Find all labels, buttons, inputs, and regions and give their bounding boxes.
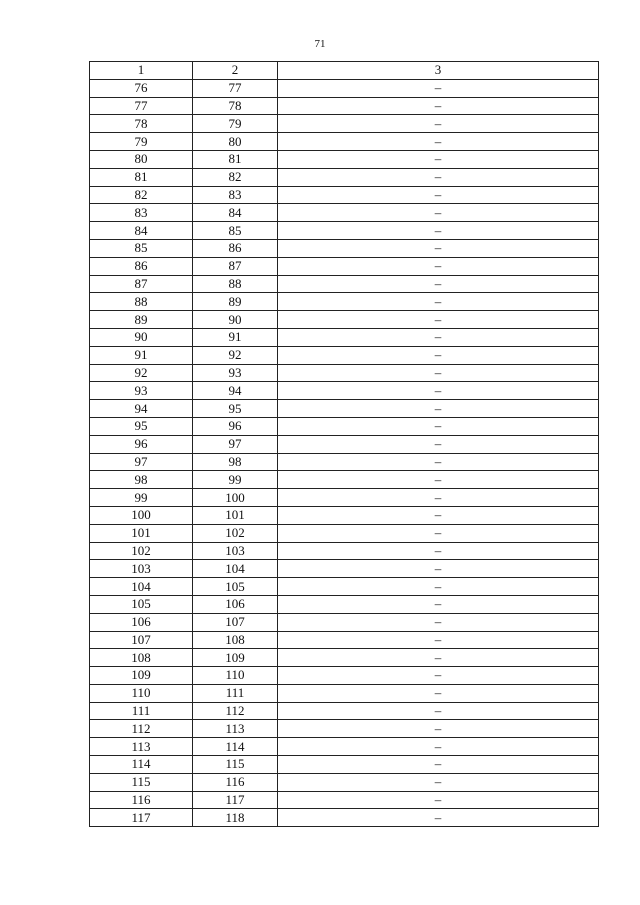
table-cell: 98 [193, 453, 278, 471]
table-cell: – [278, 471, 599, 489]
table-cell: 76 [90, 79, 193, 97]
table-cell: 104 [90, 578, 193, 596]
table-cell: 83 [193, 186, 278, 204]
table-cell: – [278, 809, 599, 827]
table-cell: – [278, 773, 599, 791]
table-cell: 96 [90, 435, 193, 453]
table-cell: – [278, 150, 599, 168]
table-cell: 86 [193, 239, 278, 257]
table-cell: 94 [193, 382, 278, 400]
table-cell: 114 [193, 738, 278, 756]
table-cell: 116 [193, 773, 278, 791]
table-cell: – [278, 756, 599, 774]
table-cell: – [278, 542, 599, 560]
table-row [90, 738, 599, 756]
table-cell: 117 [193, 791, 278, 809]
table-row [90, 720, 599, 738]
table-cell: – [278, 133, 599, 151]
table-cell: – [278, 79, 599, 97]
table-cell: 109 [90, 667, 193, 685]
table-cell: – [278, 204, 599, 222]
table-cell: 110 [90, 684, 193, 702]
table-cell: 97 [193, 435, 278, 453]
table-cell: – [278, 186, 599, 204]
table-cell: 111 [90, 702, 193, 720]
table-cell: 108 [90, 649, 193, 667]
table-row [90, 417, 599, 435]
table-cell: 77 [90, 97, 193, 115]
table-cell: 112 [90, 720, 193, 738]
table-cell: 116 [90, 791, 193, 809]
table-cell: – [278, 364, 599, 382]
table-cell: 102 [193, 524, 278, 542]
table-cell: – [278, 382, 599, 400]
table-row [90, 400, 599, 418]
table-row [90, 578, 599, 596]
table-cell: 87 [90, 275, 193, 293]
column-header: 3 [278, 62, 599, 80]
table-row [90, 186, 599, 204]
table-cell: 95 [193, 400, 278, 418]
table-cell: – [278, 489, 599, 507]
table-row [90, 506, 599, 524]
column-header: 2 [193, 62, 278, 80]
table-cell: 118 [193, 809, 278, 827]
table-cell: 89 [90, 311, 193, 329]
table-cell: 96 [193, 417, 278, 435]
table-cell: 117 [90, 809, 193, 827]
table-row [90, 115, 599, 133]
table-cell: – [278, 275, 599, 293]
table-cell: – [278, 400, 599, 418]
table-cell: 99 [193, 471, 278, 489]
table-cell: 105 [90, 595, 193, 613]
table-body [90, 79, 599, 826]
table-cell: – [278, 631, 599, 649]
table-row [90, 542, 599, 560]
table-cell: 80 [90, 150, 193, 168]
table-cell: – [278, 506, 599, 524]
table-row [90, 649, 599, 667]
data-table [89, 61, 599, 827]
table-cell: 92 [193, 346, 278, 364]
table-cell: 94 [90, 400, 193, 418]
table-cell: – [278, 417, 599, 435]
table-cell: 82 [90, 186, 193, 204]
table-cell: 88 [90, 293, 193, 311]
table-cell: – [278, 293, 599, 311]
table-row [90, 560, 599, 578]
table-row [90, 809, 599, 827]
table-row [90, 97, 599, 115]
table-row [90, 293, 599, 311]
table-cell: 110 [193, 667, 278, 685]
table-cell: – [278, 649, 599, 667]
table-row [90, 328, 599, 346]
column-header: 1 [90, 62, 193, 80]
table-cell: 77 [193, 79, 278, 97]
table-row [90, 524, 599, 542]
table-cell: 84 [90, 222, 193, 240]
table-cell: 81 [90, 168, 193, 186]
table-row [90, 684, 599, 702]
table-row [90, 364, 599, 382]
table-row [90, 756, 599, 774]
table-cell: 89 [193, 293, 278, 311]
table-cell: 80 [193, 133, 278, 151]
table-row [90, 791, 599, 809]
table-cell: – [278, 222, 599, 240]
table-cell: 79 [90, 133, 193, 151]
table-cell: 107 [90, 631, 193, 649]
table-cell: – [278, 328, 599, 346]
table-cell: 113 [193, 720, 278, 738]
table-row [90, 702, 599, 720]
table-cell: 112 [193, 702, 278, 720]
table-cell: – [278, 560, 599, 578]
table-cell: 113 [90, 738, 193, 756]
table-cell: 87 [193, 257, 278, 275]
table-row [90, 150, 599, 168]
table-cell: 100 [193, 489, 278, 507]
table-row [90, 773, 599, 791]
table-cell: 115 [90, 773, 193, 791]
table-cell: – [278, 667, 599, 685]
table-cell: 86 [90, 257, 193, 275]
table-cell: – [278, 738, 599, 756]
page-number: 71 [314, 38, 326, 50]
table-cell: 92 [90, 364, 193, 382]
table-cell: 109 [193, 649, 278, 667]
table-cell: 79 [193, 115, 278, 133]
table-cell: 106 [193, 595, 278, 613]
table-row [90, 613, 599, 631]
table-cell: 101 [193, 506, 278, 524]
table-cell: 81 [193, 150, 278, 168]
table-header-row [90, 62, 599, 80]
table-cell: 111 [193, 684, 278, 702]
table-cell: 103 [193, 542, 278, 560]
table-cell: 105 [193, 578, 278, 596]
table-cell: 102 [90, 542, 193, 560]
table-cell: 83 [90, 204, 193, 222]
table-cell: 78 [193, 97, 278, 115]
table-row [90, 133, 599, 151]
table-row [90, 471, 599, 489]
table-cell: 90 [90, 328, 193, 346]
table-cell: – [278, 684, 599, 702]
table-cell: – [278, 239, 599, 257]
table-row [90, 222, 599, 240]
table-cell: 100 [90, 506, 193, 524]
table-cell: 93 [90, 382, 193, 400]
table-row [90, 489, 599, 507]
table-cell: – [278, 346, 599, 364]
table-row [90, 311, 599, 329]
table-row [90, 168, 599, 186]
table-row [90, 382, 599, 400]
table-cell: 99 [90, 489, 193, 507]
table-cell: – [278, 702, 599, 720]
table-row [90, 257, 599, 275]
table-cell: 106 [90, 613, 193, 631]
table-cell: – [278, 311, 599, 329]
table-row [90, 239, 599, 257]
table-cell: 84 [193, 204, 278, 222]
table-cell: 107 [193, 613, 278, 631]
table-row [90, 595, 599, 613]
table-cell: – [278, 578, 599, 596]
table-cell: 82 [193, 168, 278, 186]
table-cell: – [278, 168, 599, 186]
table-row [90, 79, 599, 97]
table-row [90, 204, 599, 222]
table-cell: – [278, 97, 599, 115]
table-cell: 85 [193, 222, 278, 240]
table-cell: 103 [90, 560, 193, 578]
table-row [90, 275, 599, 293]
table-cell: 91 [90, 346, 193, 364]
table-cell: 114 [90, 756, 193, 774]
table-cell: 90 [193, 311, 278, 329]
table-cell: 101 [90, 524, 193, 542]
table-cell: – [278, 791, 599, 809]
table-row [90, 453, 599, 471]
table-cell: – [278, 115, 599, 133]
table-cell: 85 [90, 239, 193, 257]
table-cell: 108 [193, 631, 278, 649]
table-cell: 93 [193, 364, 278, 382]
table-cell: 91 [193, 328, 278, 346]
table-cell: 104 [193, 560, 278, 578]
table-cell: 95 [90, 417, 193, 435]
table-row [90, 631, 599, 649]
table-cell: – [278, 524, 599, 542]
table-row [90, 667, 599, 685]
table-cell: – [278, 595, 599, 613]
table-cell: – [278, 453, 599, 471]
table-cell: 78 [90, 115, 193, 133]
table-cell: 115 [193, 756, 278, 774]
table-row [90, 435, 599, 453]
table-cell: – [278, 720, 599, 738]
table-cell: 97 [90, 453, 193, 471]
table-cell: – [278, 257, 599, 275]
table-cell: – [278, 435, 599, 453]
table-cell: 98 [90, 471, 193, 489]
table-cell: 88 [193, 275, 278, 293]
table-row [90, 346, 599, 364]
table-cell: – [278, 613, 599, 631]
